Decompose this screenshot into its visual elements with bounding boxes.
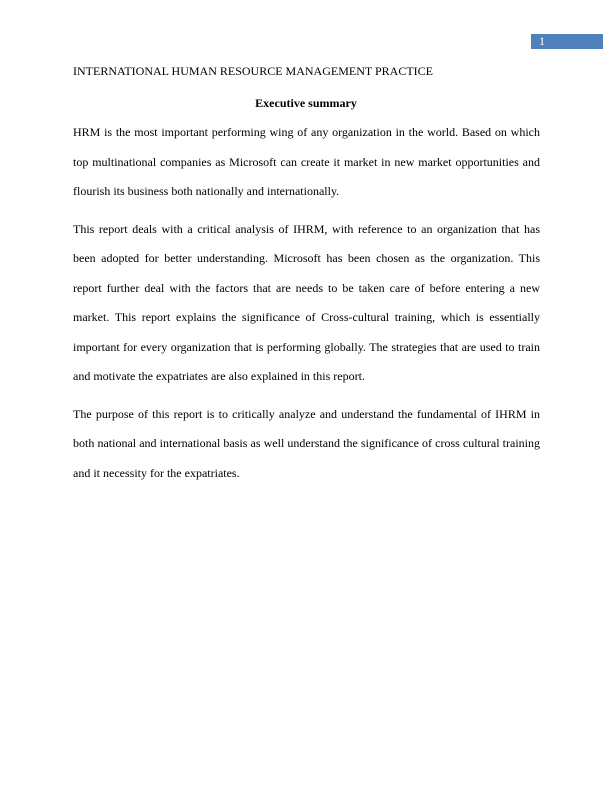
section-title: Executive summary	[255, 96, 357, 110]
paragraph: HRM is the most important performing wing of any organization in the world. Based on which top multinational companies as Microsoft can create it market in new market opportunities and flourish its business both nationally and internationally.	[73, 125, 540, 198]
running-header: INTERNATIONAL HUMAN RESOURCE MANAGEMENT PRACTICE	[73, 64, 433, 78]
body-text	[73, 118, 540, 496]
paragraph: This report deals with a critical analysis of IHRM, with reference to an organization that has been adopted for better understanding. Microsoft has been chosen as the organization. This report further deal with the factors that are needs to be taken care of before entering a new market. This report explains the significance of Cross-cultural training, which is essentially important for every organization that is performing globally. The strategies that are used to train and motivate the expatriates are also explained in this report.	[73, 221, 540, 383]
page-number: 1	[531, 34, 603, 49]
paragraph: The purpose of this report is to critically analyze and understand the fundamental of IHRM in both national and international basis as well understand the significance of cross cultural training and it necessity for the expatriates.	[73, 406, 540, 480]
